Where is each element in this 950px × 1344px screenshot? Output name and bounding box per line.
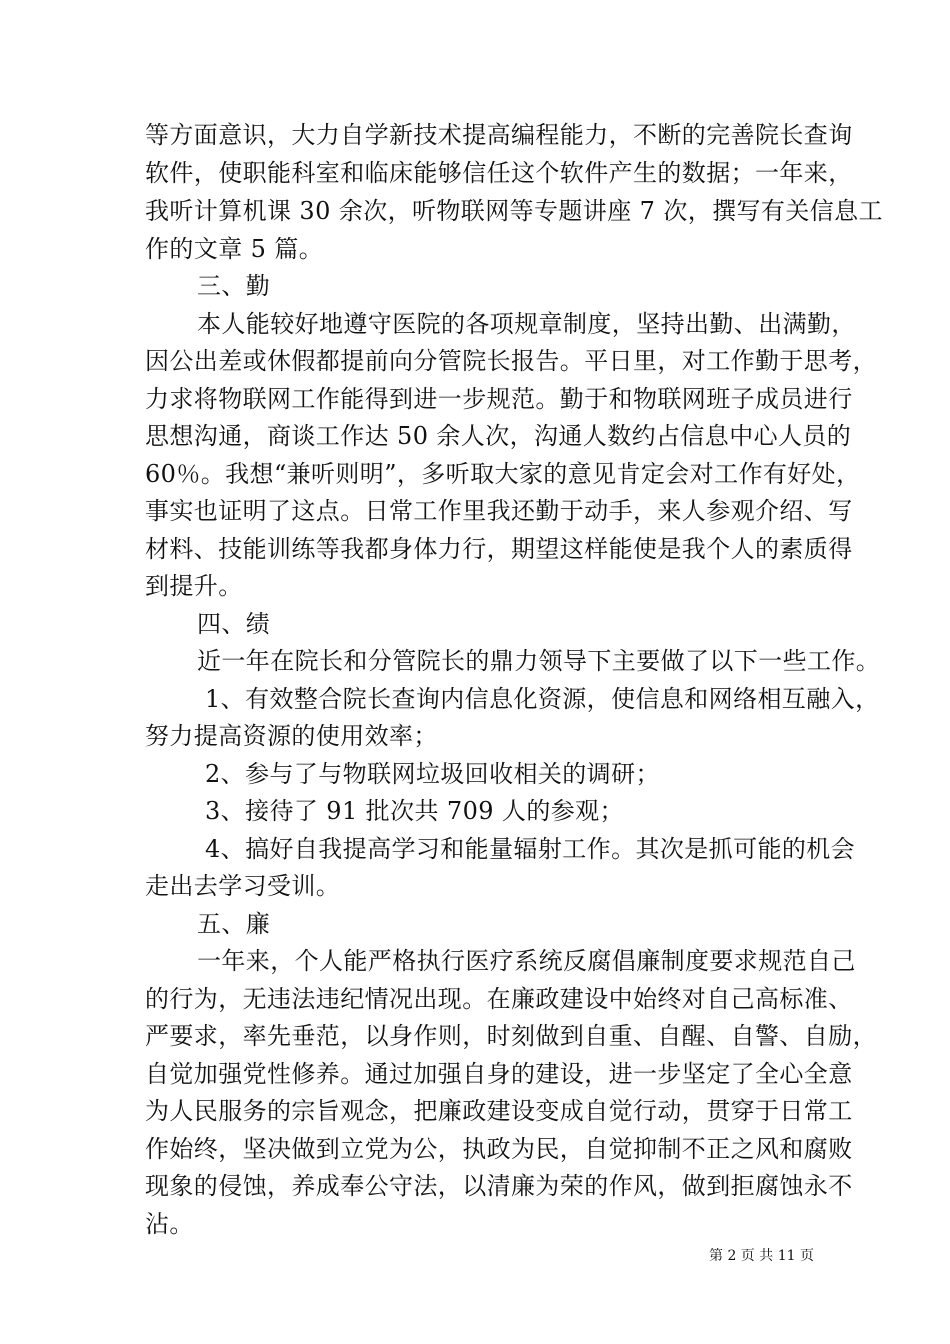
list-item: 1、有效整合院长查询内信息化资源，使信息和网络相互融入， [205,685,880,713]
paragraph-line: 近一年在院长和分管院长的鼎力领导下主要做了以下一些工作。 [197,647,881,675]
list-item: 3、接待了 91 批次共 709 人的参观； [205,797,624,825]
paragraph-line: 材料、技能训练等我都身体力行，期望这样能使是我个人的素质得 [145,535,853,563]
paragraph-line: 等方面意识，大力自学新技术提高编程能力，不断的完善院长查询 [145,121,853,149]
paragraph-line: 60％。我想“兼听则明”，多听取大家的意见肯定会对工作有好处， [145,460,861,488]
paragraph-line: 的行为，无违法违纪情况出现。在廉政建设中始终对自己高标准、 [145,985,853,1013]
paragraph-line: 沾。 [145,1210,194,1238]
paragraph-line: 自觉加强党性修养。通过加强自身的建设，进一步坚定了全心全意 [145,1060,853,1088]
page-number-footer: 第 2 页 共 11 页 [709,1248,814,1264]
paragraph-line: 力求将物联网工作能得到进一步规范。勤于和物联网班子成员进行 [145,385,853,413]
section-heading: 五、廉 [197,910,271,938]
list-item: 4、搞好自我提高学习和能量辐射工作。其次是抓可能的机会 [205,835,856,863]
paragraph-line: 一年来，个人能严格执行医疗系统反腐倡廉制度要求规范自己 [197,947,856,975]
paragraph-line: 为人民服务的宗旨观念，把廉政建设变成自觉行动，贯穿于日常工 [145,1097,853,1125]
paragraph-line: 本人能较好地遵守医院的各项规章制度，坚持出勤、出满勤， [197,310,856,338]
paragraph-line: 现象的侵蚀，养成奉公守法，以清廉为荣的作风，做到拒腐蚀永不 [145,1172,853,1200]
paragraph-line: 软件，使职能科室和临床能够信任这个软件产生的数据；一年来， [145,159,853,187]
paragraph-line: 事实也证明了这点。日常工作里我还勤于动手，来人参观介绍、写 [145,497,853,525]
paragraph-line: 我听计算机课 30 余次，听物联网等专题讲座 7 次，撰写有关信息工 [145,197,883,225]
paragraph-line: 因公出差或休假都提前向分管院长报告。平日里，对工作勤于思考， [145,347,877,375]
paragraph-line: 思想沟通，商谈工作达 50 余人次，沟通人数约占信息中心人员的 [145,422,852,450]
paragraph-line: 到提升。 [145,572,243,600]
list-item: 2、参与了与物联网垃圾回收相关的调研； [205,760,660,788]
paragraph-line: 作的文章 5 篇。 [145,235,324,263]
paragraph-line: 作始终，坚决做到立党为公，执政为民，自觉抑制不正之风和腐败 [145,1135,853,1163]
paragraph-line: 努力提高资源的使用效率； [145,722,438,750]
paragraph-line: 严要求，率先垂范，以身作则，时刻做到自重、自醒、自警、自励， [145,1022,877,1050]
paragraph-line: 走出去学习受训。 [145,872,341,900]
section-heading: 三、勤 [197,272,271,300]
section-heading: 四、绩 [197,610,271,638]
